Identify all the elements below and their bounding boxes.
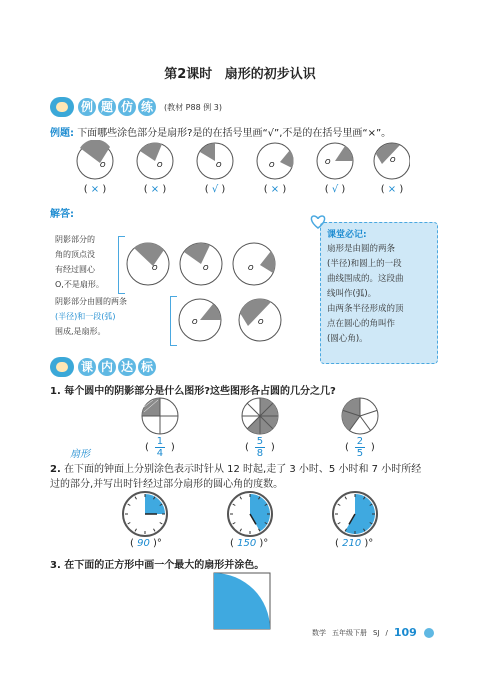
explain-box-sector: 阴影部分由圆的两条 (半径)和一段(弧) 围成,是扇形。 xyxy=(55,297,127,336)
sector-circle-1 xyxy=(179,299,221,341)
example-answer-1: ( × ) xyxy=(83,184,107,195)
sector-circles xyxy=(176,296,292,344)
clock-3 xyxy=(333,492,377,536)
clock-2 xyxy=(228,492,272,536)
page-footer: 数学 五年级下册 SJ / 109 xyxy=(312,626,435,639)
mascot-icon xyxy=(50,97,74,117)
note-title: 课堂必记: xyxy=(327,230,367,240)
textbook-source: (教材 P88 例 3) xyxy=(164,102,222,112)
q2-angle-3: ( 210 )° xyxy=(335,538,374,549)
svg-text:O: O xyxy=(248,264,254,272)
sector-circle-2 xyxy=(239,299,281,341)
example-answer-4: ( × ) xyxy=(263,184,287,195)
question-3: 3. 在下面的正方形中画一个最大的扇形并涂色。 xyxy=(50,560,265,571)
q1-fraction-1: ( $\frac{1}{4}$ ) xyxy=(145,436,175,459)
heart-icon xyxy=(308,214,328,230)
answer-label: 解答: xyxy=(50,209,74,220)
flower-icon xyxy=(423,627,435,639)
q1-circles xyxy=(140,396,380,436)
svg-text:O: O xyxy=(100,161,106,169)
example-circles xyxy=(70,140,410,182)
example-circle-2 xyxy=(137,143,173,179)
svg-text:O: O xyxy=(325,158,331,166)
banner-ribbon: 例 题 仿 练 xyxy=(78,98,156,116)
q3-square xyxy=(213,572,271,630)
section-banner-example xyxy=(50,98,222,116)
page-title xyxy=(0,63,480,82)
example-circle-3 xyxy=(197,143,233,179)
example-circle-6 xyxy=(374,143,410,179)
q1-circle-eighths xyxy=(242,398,278,434)
question-1: 1. 每个圆中的阴影部分是什么图形?这些图形各占圆的几分之几? xyxy=(50,386,336,397)
example-label: 例题: xyxy=(50,128,74,139)
svg-text:O: O xyxy=(390,156,396,164)
svg-text:O: O xyxy=(216,161,222,169)
svg-text:O: O xyxy=(269,161,275,169)
example-answer-5: ( √ ) xyxy=(324,184,346,195)
q1-fraction-3: ( $\frac{2}{5}$ ) xyxy=(345,436,375,459)
q2-angle-1: ( 90 )° xyxy=(130,538,162,549)
q1-shape-answer: 扇形 xyxy=(70,449,90,460)
q2-clocks xyxy=(115,490,385,538)
example-answer-3: ( √ ) xyxy=(204,184,226,195)
svg-text:O: O xyxy=(258,318,264,326)
non-sector-circle-1 xyxy=(127,243,169,285)
clock-1 xyxy=(123,492,167,536)
explain-box-non-sector: 阴影部分的 角的顶点没 有经过圆心 O,不是扇形。 xyxy=(55,235,104,289)
q1-circle-quarters xyxy=(142,398,178,434)
example-circle-4 xyxy=(257,143,294,179)
svg-text:O: O xyxy=(203,264,209,272)
q1-circle-fifths xyxy=(342,398,378,434)
q2-angle-2: ( 150 )° xyxy=(230,538,269,549)
non-sector-circles xyxy=(124,238,294,290)
page-number: 109 xyxy=(393,626,417,639)
non-sector-circle-3 xyxy=(233,243,275,285)
example-answer-6: ( × ) xyxy=(380,184,404,195)
svg-text:O: O xyxy=(152,264,158,272)
question-2: 2. 在下面的钟面上分别涂色表示时针从 12 时起,走了 3 小时、5 小时和 7 小时所经过的部分,并写出时针经过部分扇形的圆心角的度数。 xyxy=(50,464,422,490)
non-sector-circle-2 xyxy=(180,243,222,285)
section-banner-practice xyxy=(50,358,156,376)
classroom-note: 课堂必记: 扇形是由圆的两条 (半径)和圆上的一段 曲线围成的。这段曲 线叫作(弧)。 由两条半径形成的顶 点在圆心的角叫作 (圆心角)。 xyxy=(320,222,438,364)
svg-text:O: O xyxy=(192,318,198,326)
banner-ribbon: 课 内 达 标 xyxy=(78,358,156,376)
lesson-number: 第2课时 xyxy=(164,67,213,82)
q1-fraction-2: ( $\frac{5}{8}$ ) xyxy=(245,436,275,459)
example-circle-1 xyxy=(77,140,113,179)
example-circle-5 xyxy=(317,143,353,179)
example-question xyxy=(50,124,450,139)
svg-text:O: O xyxy=(157,161,163,169)
example-text: 下面哪些涂色部分是扇形?是的在括号里画“√”,不是的在括号里画“×”。 xyxy=(77,128,392,139)
mascot-icon xyxy=(50,357,74,377)
lesson-topic: 扇形的初步认识 xyxy=(224,67,316,82)
example-answer-2: ( × ) xyxy=(143,184,167,195)
